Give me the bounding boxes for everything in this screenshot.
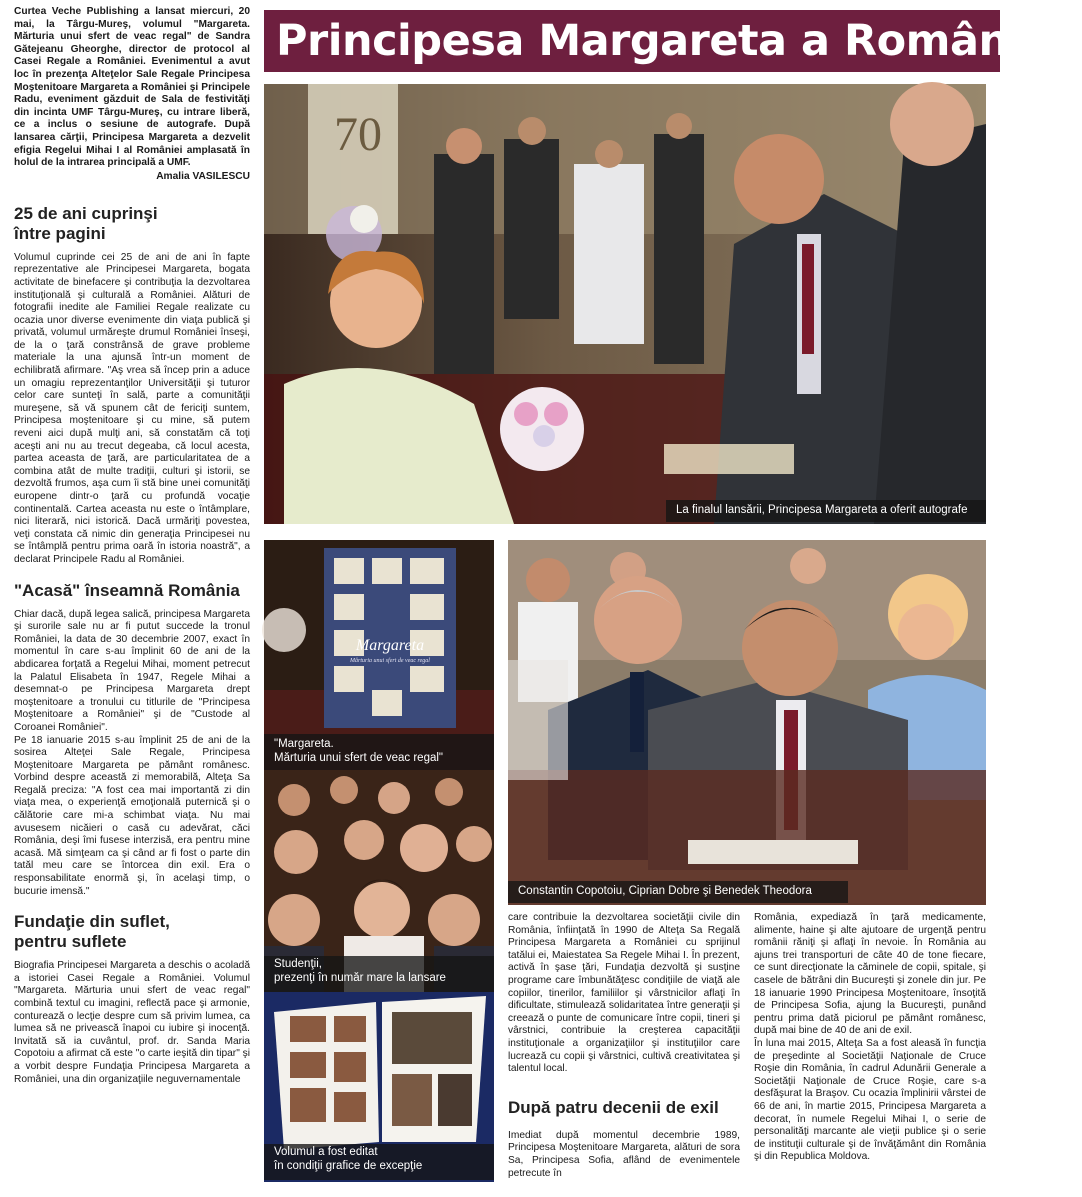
students-caption: Studenţii, prezenţi în număr mare la lansare [274, 958, 446, 984]
main-photo [264, 84, 986, 524]
headline-title: Principesa Margareta a României, [276, 16, 1082, 66]
paragraph-fundatia: care contribuie la dezvoltarea societăţii civile din România, înfiinţată în 1990 de Alteţa Sa Regală Principesa Margareta a României cu sprijinul tatălui ei, Maiestatea Sa Regele Mihai I. În prezent, activă în şase ţări, Fundaţia dezvoltă şi susţine programe care îmbunătăţesc condiţiile de viaţă ale copiilor, tinerilor, familiilor şi vârstnicilor aflaţi în dificultate, stimulează solidaritatea între generaţii şi creează o punte de comunicare între copii, tineri şi vârstnici, contribuie la creşterea capacităţii instituţionale a organizaţiilor şi instituţiilor care lucrează cu copii şi vârstnici, cultivă creativitatea şi talentul local. [508, 912, 740, 1075]
students-photo [264, 770, 494, 992]
svg-text:70: 70 [334, 108, 382, 161]
headline-banner [264, 10, 1082, 72]
left-column [14, 6, 250, 1086]
author-byline: Amalia VASILESCU [156, 170, 250, 182]
main-photo-caption: La finalul lansării, Principesa Margareta a oferit autografe [676, 504, 968, 516]
middle-column [508, 912, 740, 1180]
subheading-acasa: "Acasă" înseamnă România [14, 580, 240, 600]
paragraph-volumul: Volumul cuprinde cei 25 de ani de ani în fapte reprezentative ale Principesei Margareta, bogata activitate de binefacere şi contribuţia la dezvoltarea instituţională şi culturală a României. Alături de fotografii inedite ale Familiei Regale realizate cu ocazia unor diverse evenimente din viaţa publică şi privată, volumul urmăreşte drumul României înseşi, de la o ţară constrânsă de grave probleme materiale la una ajunsă într-un moment de echilibrată afirmare. "Aş vrea să încep prin a aduce un omagiu reprezentanţilor Universităţii şi tuturor celor care sunteţi în sală, parte a comunităţii mureşene, să vă spunem cât de fericiţi suntem, Principesa moştenitoare şi cu mine, să putem reveni aici după mulţi ani, să constatăm că toţi aceşti ani nu au trecut degeaba, că locul acesta, partea aceasta de ţară, are particularitatea de a combina atât de multe tradiţii, culturi şi istorii, se dezvoltă frumos, aşa cum îi stă bine unei comunităţi europene dintr-o ţară cu profundă vocaţie continentală. Cartea aceasta nu este o întâmplare, nici literară, nici istorică. Dacă urmăriţi povestea, veţi constata că nimic din generaţia Principesei nu se întâmplă pentru prima oară în istoria noastră", a declarat Principele Radu al României. [14, 251, 250, 565]
book-caption: "Margareta. Mărturia unui sfert de veac regal" [274, 738, 443, 764]
open-book-caption: Volumul a fost editat în condiţii grafice de excepţie [274, 1146, 423, 1172]
paragraph-biografia: Biografia Principesei Margareta a deschis o acoladă a istoriei Casei Regale a României. Volumul "Margareta. Mărturia unui sfert de veac regal" combină textul cu imagini, reflectă pace şi armonie, conturează o lecţie despre cum să privim lumea, ca lumea să ne privească înapoi cu iubire şi inocenţă. Invitată să ia cuvântul, prof. dr. Sanda Maria Copotoiu a afirmat că este "o carte ieşită din tipar" şi a vorbit despre Fundaţia Principesa Margareta a României, una din organizaţiile neguvernamentale [14, 960, 250, 1085]
right-column [754, 912, 986, 1164]
subheading-25-ani: 25 de ani cuprinşi între pagini [14, 203, 158, 243]
main-photo-illustration [264, 84, 986, 524]
paragraph-mai-2015: În luna mai 2015, Alteţa Sa a fost aleasă în funcţia de preşedinte al Societăţii Naţionale de Cruce Roşie din România, în cadrul Adunării Generale a Societăţii Naţionale de Cruce Roşie, care s-a desfăşurat la Braşov. Cu ocazia împlinirii vârstei de 66 de ani, în martie 2015, Principesa Margareta a decorat, în numele Regelui Mihai I, o serie de personalităţi marcante ale vieţii publice şi o serie de instituţii culturale şi de învăţământ din România şi din Republica Moldova. [754, 1037, 986, 1163]
book-cover-title: Margareta [355, 637, 425, 654]
book-cover-subtitle: Mărturia unui sfert de veac regal [350, 658, 430, 664]
paragraph-legea-salica: Chiar dacă, după legea salică, principesa Margareta şi surorile sale nu ar fi putut succede la tronul României, la data de 30 decembrie 2007, exact în momentul în care s-au împlinit 60 de ani de la abdicarea forţată a Regelui Mihai, moment petrecut la Palatul Elisabeta în 1947, Regele Mihai a desemnat-o pe Principesa Margareta drept moştenitoare a tronului cu titlurile de "Principesa Moştenitoare a României" şi de "Custode al Coroanei României". [14, 608, 250, 733]
open-book-photo [264, 992, 494, 1182]
officials-photo [508, 540, 986, 905]
officials-photo-illustration [508, 540, 986, 905]
subheading-dupa-patru-decenii: După patru decenii de exil [508, 1097, 719, 1117]
officials-caption: Constantin Copotoiu, Ciprian Dobre şi Benedek Theodora [518, 885, 812, 897]
paragraph-imediat-dupa: Imediat după momentul decembrie 1989, Principesa Moştenitoare Margareta, alături de sora Sa, Principesa Sofia, aflând de evenimentele petrecute în [508, 1129, 740, 1179]
paragraph-18-ianuarie: Pe 18 ianuarie 2015 s-au împlinit 25 de ani de la sosirea Alteţei Sale Regale, Principesa Moştenitoare Margareta pe pământ românesc. Vorbind despre această zi memorabilă, Alteţa Sa Regală preciza: "A fost cea mai importantă zi din viaţa mea, o experienţă emoţională puternică şi o călătorie care mi-a schimbat viaţa. Nu mai avusesem nicăieri o casă cu adevărat, căci România, deşi îmi fusese interzisă, era pentru mine acasă. Mă simţeam ca şi când ar fi fost o parte din tatăl meu care se întorcea din exil. Era o responsabilitate enormă şi, în acelaşi timp, o bucurie imensă." [14, 734, 250, 897]
paragraph-romania-expediaza: România, expediază în ţară medicamente, alimente, haine şi alte ajutoare de urgenţă pentru românii răniţi şi aflaţi în nevoie. În România au ajuns trei transporturi de câte 40 de tone fiecare, ce sunt direcţionate la căminele de copii, spitale, şi casele de bătrâni din Bucureşti şi zonele din jur. Pe 18 ianuarie 1990 Principesa Moştenitoare, însoţită de Principesa Sofia, ajung la Bucureşti, punând pentru prima dată piciorul pe pământ românesc, după mai bine de 40 de ani de exil. [754, 912, 986, 1037]
subheading-fundatie: Fundaţie din suflet, pentru suflete [14, 912, 170, 952]
intro-paragraph: Curtea Veche Publishing a lansat miercuri, 20 mai, la Târgu-Mureş, volumul "Margareta. Mărturia unui sfert de veac regal" de Sandra Gătejeanu Gheorghe, director de protocol al Casei Regale a României. Evenimentul a avut loc în prezenţa Alteţelor Sale Regale Principesa Moştenitoare Margareta a României şi Principele Radu, eveniment găzduit de Sala de festivităţi din incinta UMF Târgu-Mureş, cu intrare liberă, ce a inclus o sesiune de autografe. După lansarea cărţii, Principesa Margareta a dezvelit efigia Regelui Mihai I al României amplasată în holul de la intrarea principală a UMF. [14, 6, 250, 169]
book-cover-photo [264, 540, 494, 770]
